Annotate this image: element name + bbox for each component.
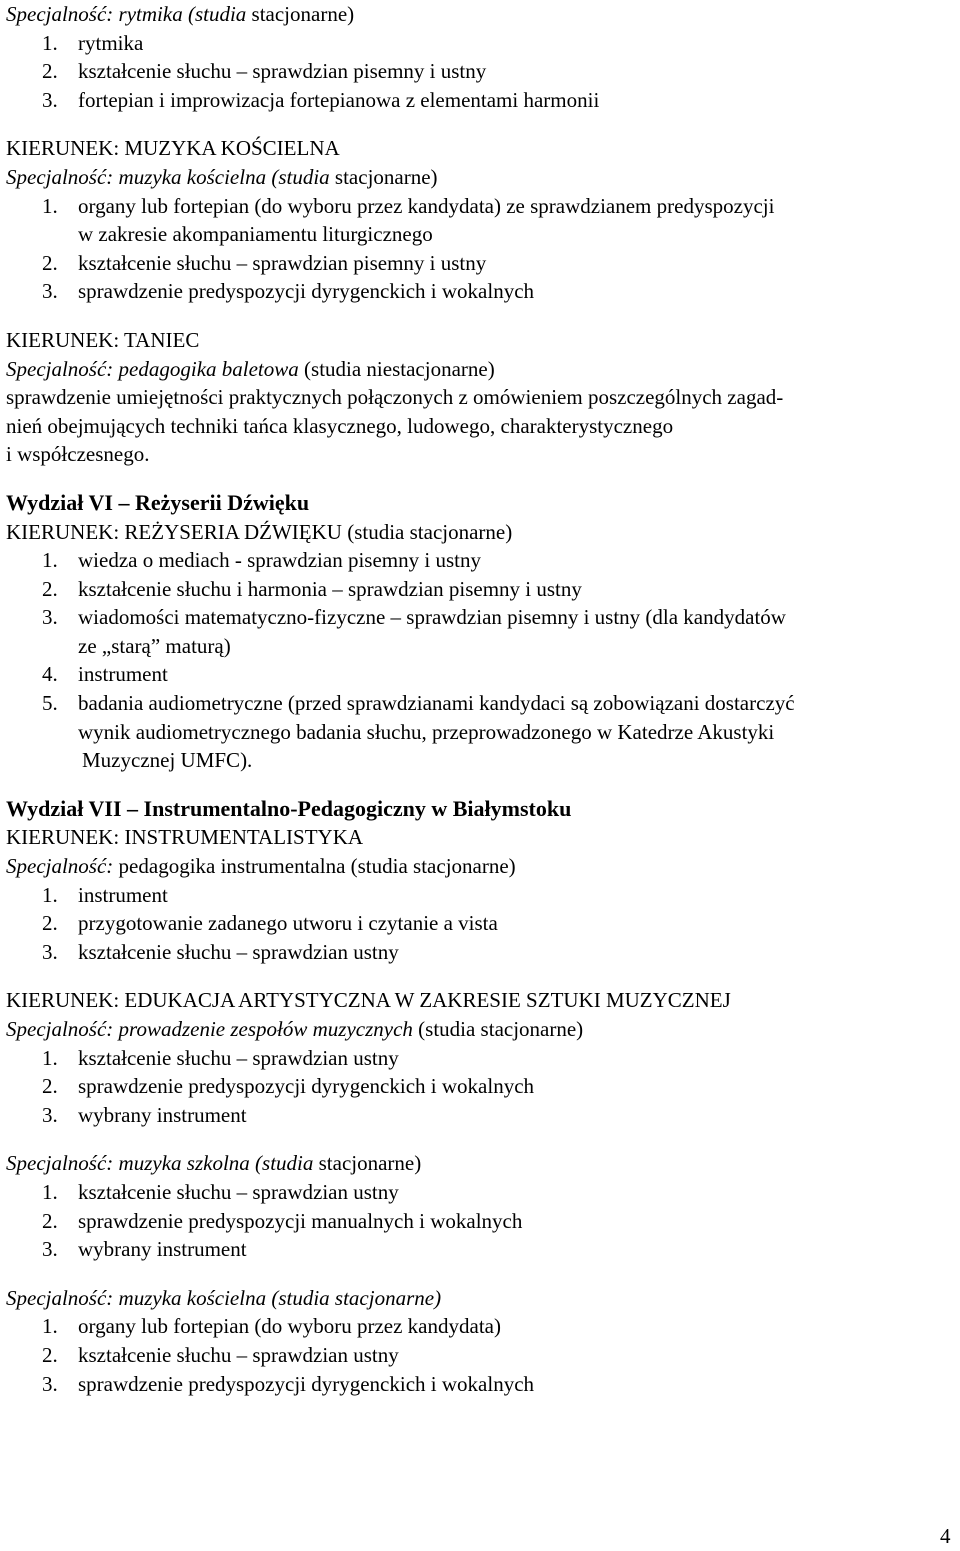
list-text: wiedza o mediach - sprawdzian pisemny i ustny — [78, 548, 481, 573]
paragraph-line: i współczesnego. — [6, 442, 150, 467]
list-text: przygotowanie zadanego utworu i czytanie a vista — [78, 911, 498, 936]
list-text: kształcenie słuchu – sprawdzian ustny — [78, 1179, 399, 1204]
list-text-cont: w zakresie akompaniamentu liturgicznego — [78, 222, 433, 247]
rytmika-list — [6, 29, 926, 115]
spec-mode: (studia stacjonarne) — [412, 1017, 584, 1041]
list-number: 1. — [42, 882, 58, 907]
list-number: 1. — [42, 1179, 58, 1204]
specialization-rytmika — [6, 0, 926, 29]
list-text: fortepian i improwizacja fortepianowa z elementami harmonii — [78, 87, 600, 112]
list-item — [6, 86, 926, 115]
list-text: kształcenie słuchu – sprawdzian ustny — [78, 1045, 399, 1070]
list-text: instrument — [78, 882, 168, 907]
list-number: 3. — [42, 1371, 58, 1396]
instrumentalistyka-list — [6, 881, 926, 967]
list-item — [6, 546, 926, 575]
list-number: 3. — [42, 1237, 58, 1262]
list-number: 2. — [42, 911, 58, 936]
spec-mode: pedagogika instrumentalna (studia stacjonarne) — [113, 854, 516, 879]
list-text: kształcenie słuchu – sprawdzian pisemny i ustny — [78, 250, 487, 275]
specialization-prowadzenie-zespolow — [6, 1015, 926, 1044]
list-text: kształcenie słuchu – sprawdzian ustny — [78, 939, 399, 964]
spec-mode: stacjonarne) — [246, 2, 355, 26]
kierunek-muzyka-koscielna: KIERUNEK: MUZYKA KOŚCIELNA — [6, 136, 340, 161]
paragraph-line: nień obejmujących techniki tańca klasycznego, ludowego, charakterystycznego — [6, 413, 674, 438]
list-text: rytmika — [78, 30, 144, 55]
list-text: sprawdzenie predyspozycji manualnych i wokalnych — [78, 1208, 523, 1233]
list-number: 3. — [42, 279, 58, 304]
list-number: 3. — [42, 939, 58, 964]
list-text: badania audiometryczne (przed sprawdzianami kandydaci są zobowiązani dostarczyć — [78, 691, 795, 716]
specialization-muzyka-koscielna-2: Specjalność: muzyka kościelna (studia stacjonarne) — [6, 1285, 442, 1310]
list-number: 3. — [42, 605, 58, 630]
list-text: instrument — [78, 662, 168, 687]
list-item — [6, 909, 926, 938]
list-item — [6, 1207, 926, 1236]
spec-label: Specjalność: muzyka kościelna (studia — [6, 164, 330, 189]
list-number: 1. — [42, 1045, 58, 1070]
list-number: 4. — [42, 662, 58, 687]
list-item — [6, 689, 926, 775]
list-number: 1. — [42, 193, 58, 218]
list-item — [6, 1341, 926, 1370]
list-number: 2. — [42, 1074, 58, 1099]
list-number: 2. — [42, 576, 58, 601]
list-text-cont: Muzycznej UMFC). — [82, 748, 253, 773]
list-text: wybrany instrument — [78, 1237, 247, 1262]
spec-label: Specjalność: — [6, 854, 114, 879]
list-number: 3. — [42, 87, 58, 112]
list-number: 2. — [42, 250, 58, 275]
list-number: 3. — [42, 1102, 58, 1127]
list-text: wiadomości matematyczno-fizyczne – sprawdzian pisemny i ustny (dla kandydatów — [78, 605, 786, 630]
list-item — [6, 575, 926, 604]
list-text: wybrany instrument — [78, 1102, 247, 1127]
list-item — [6, 1101, 926, 1130]
list-text: kształcenie słuchu i harmonia – sprawdzian pisemny i ustny — [78, 576, 582, 601]
list-text: kształcenie słuchu – sprawdzian pisemny i ustny — [78, 59, 487, 84]
list-number: 1. — [42, 1314, 58, 1339]
paragraph-line: sprawdzenie umiejętności praktycznych połączonych z omówieniem poszczególnych zagad- — [6, 385, 784, 410]
rezyseria-list — [6, 546, 926, 775]
list-text: sprawdzenie predyspozycji dyrygenckich i wokalnych — [78, 279, 535, 304]
spec-label: Specjalność: prowadzenie zespołów muzycznych — [6, 1017, 413, 1041]
spec-mode: (studia niestacjonarne) — [298, 356, 495, 381]
list-number: 1. — [42, 30, 58, 55]
list-item — [6, 1235, 926, 1264]
list-item — [6, 1178, 926, 1207]
spec-label: Specjalność: muzyka szkolna (studia — [6, 1151, 314, 1176]
list-text-cont: wynik audiometrycznego badania słuchu, przeprowadzonego w Katedrze Akustyki — [78, 719, 775, 744]
kierunek-taniec: KIERUNEK: TANIEC — [6, 327, 200, 352]
list-number: 2. — [42, 59, 58, 84]
koscielna-list — [6, 192, 926, 306]
list-item — [6, 57, 926, 86]
list-item — [6, 1312, 926, 1341]
specialization-pedagogika-instrumentalna — [6, 852, 926, 881]
specialization-muzyka-koscielna — [6, 163, 926, 192]
list-item — [6, 249, 926, 278]
list-text: kształcenie słuchu – sprawdzian ustny — [78, 1342, 399, 1367]
list-text-cont: ze „starą” maturą) — [78, 633, 231, 658]
list-text: sprawdzenie predyspozycji dyrygenckich i wokalnych — [78, 1074, 535, 1099]
list-number: 1. — [42, 548, 58, 573]
list-item — [6, 192, 926, 249]
specialization-muzyka-szkolna — [6, 1149, 926, 1178]
list-number: 5. — [42, 691, 58, 716]
list-item — [6, 603, 926, 660]
list-text: sprawdzenie predyspozycji dyrygenckich i wokalnych — [78, 1371, 535, 1396]
list-item — [6, 29, 926, 58]
section-heading-wydzial-vii: Wydział VII – Instrumentalno-Pedagogiczny w Białymstoku — [6, 795, 572, 821]
list-item — [6, 1044, 926, 1073]
list-item — [6, 938, 926, 967]
muzyka-szkolna-list — [6, 1178, 926, 1264]
page-number: 4 — [940, 1524, 951, 1548]
list-text: organy lub fortepian (do wyboru przez kandydata) ze sprawdzianem predyspozycji — [78, 193, 775, 218]
list-item — [6, 1370, 926, 1399]
kierunek-rezyseria-dzwieku: KIERUNEK: REŻYSERIA DŹWIĘKU (studia stacjonarne) — [6, 519, 513, 544]
list-text: organy lub fortepian (do wyboru przez kandydata) — [78, 1314, 501, 1339]
list-number: 2. — [42, 1342, 58, 1367]
muzyka-koscielna-2-list — [6, 1312, 926, 1398]
spec-label: Specjalność: rytmika (studia — [6, 2, 247, 26]
prowadzenie-zespolow-list — [6, 1044, 926, 1130]
list-item — [6, 881, 926, 910]
spec-mode: stacjonarne) — [329, 164, 438, 189]
spec-mode: stacjonarne) — [313, 1151, 422, 1176]
list-number: 2. — [42, 1208, 58, 1233]
specialization-pedagogika-baletowa — [6, 355, 926, 384]
section-heading-wydzial-vi: Wydział VI – Reżyserii Dźwięku — [6, 489, 310, 515]
spec-label: Specjalność: pedagogika baletowa — [6, 356, 299, 381]
document-page — [6, 0, 926, 1398]
kierunek-instrumentalistyka: KIERUNEK: INSTRUMENTALISTYKA — [6, 825, 364, 850]
list-item — [6, 277, 926, 306]
kierunek-edukacja-artystyczna: KIERUNEK: EDUKACJA ARTYSTYCZNA W ZAKRESIE SZTUKI MUZYCZNEJ — [6, 988, 731, 1013]
list-item — [6, 660, 926, 689]
list-item — [6, 1072, 926, 1101]
